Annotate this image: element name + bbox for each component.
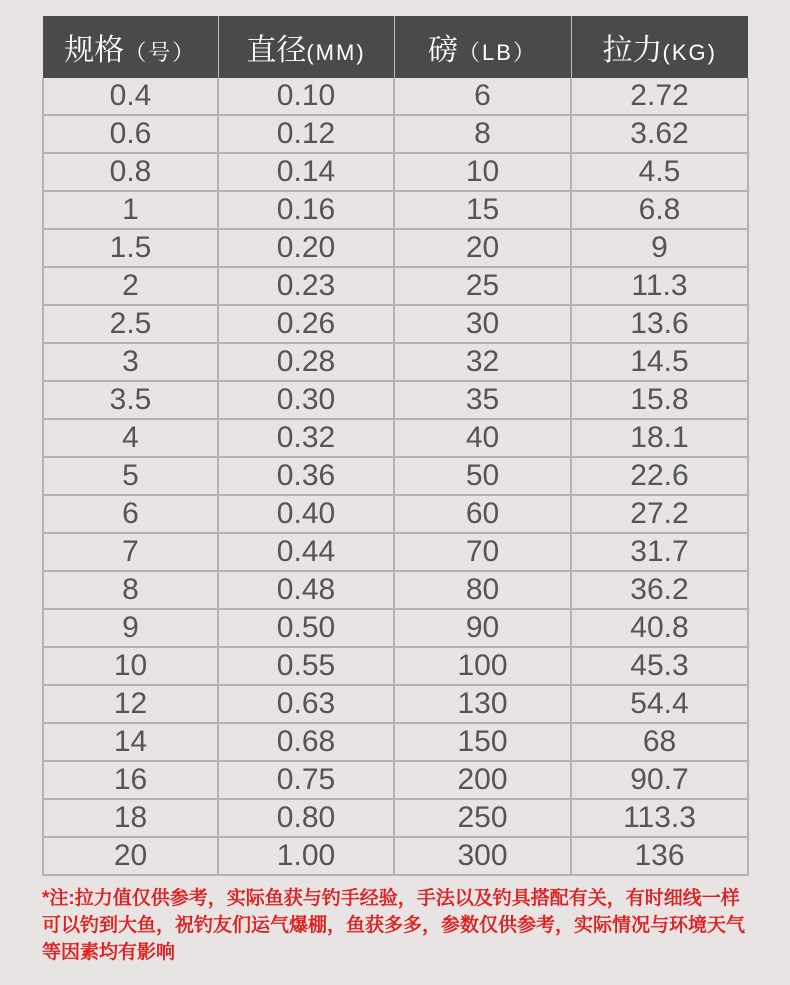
size-cell: 14 [43,723,218,761]
table-row [43,153,748,191]
table-row [43,799,748,837]
table-row [43,191,748,229]
size-cell: 16 [43,761,218,799]
table-row [43,115,748,153]
table-row [43,229,748,267]
size-cell: 2 [43,267,218,305]
pound-cell: 15 [394,191,571,229]
pound-cell: 80 [394,571,571,609]
header-diameter [218,16,394,78]
pound-cell: 32 [394,343,571,381]
pound-cell: 130 [394,685,571,723]
header-size [43,16,218,78]
tension-cell: 22.6 [571,457,748,495]
table-row [43,837,748,875]
diameter-cell: 0.80 [218,799,394,837]
table-row [43,267,748,305]
pound-cell: 100 [394,647,571,685]
tension-cell: 4.5 [571,153,748,191]
size-cell: 3 [43,343,218,381]
tension-cell: 14.5 [571,343,748,381]
diameter-cell: 0.68 [218,723,394,761]
tension-cell: 9 [571,229,748,267]
size-cell: 10 [43,647,218,685]
header-tension-unit: (KG) [662,40,717,65]
table-row [43,305,748,343]
table-row [43,457,748,495]
tension-cell: 13.6 [571,305,748,343]
size-cell: 20 [43,837,218,875]
spec-table [42,16,749,876]
diameter-cell: 0.48 [218,571,394,609]
table-row [43,78,748,115]
header-pound [394,16,571,78]
size-cell: 9 [43,609,218,647]
diameter-cell: 0.30 [218,381,394,419]
table-row [43,343,748,381]
header-diameter-unit: (MM) [306,40,366,65]
pound-cell: 150 [394,723,571,761]
size-cell: 3.5 [43,381,218,419]
table-header-row [43,16,748,78]
size-cell: 2.5 [43,305,218,343]
tension-cell: 54.4 [571,685,748,723]
size-cell: 0.4 [43,78,218,115]
table-row [43,761,748,799]
size-cell: 1 [43,191,218,229]
header-diameter-label: 直径 [246,34,307,67]
size-cell: 6 [43,495,218,533]
pound-cell: 20 [394,229,571,267]
diameter-cell: 0.36 [218,457,394,495]
spec-table-container [42,16,747,876]
header-pound-label: 磅 [428,34,459,67]
table-row [43,495,748,533]
table-row [43,419,748,457]
pound-cell: 250 [394,799,571,837]
table-row [43,609,748,647]
size-cell: 1.5 [43,229,218,267]
pound-cell: 50 [394,457,571,495]
header-size-label: 规格 [64,34,125,67]
tension-cell: 90.7 [571,761,748,799]
size-cell: 12 [43,685,218,723]
size-cell: 8 [43,571,218,609]
pound-cell: 60 [394,495,571,533]
tension-cell: 18.1 [571,419,748,457]
diameter-cell: 0.20 [218,229,394,267]
diameter-cell: 0.75 [218,761,394,799]
tension-cell: 40.8 [571,609,748,647]
table-row [43,381,748,419]
diameter-cell: 0.40 [218,495,394,533]
pound-cell: 25 [394,267,571,305]
tension-cell: 31.7 [571,533,748,571]
table-row [43,685,748,723]
tension-cell: 136 [571,837,748,875]
header-tension-label: 拉力 [602,34,663,67]
pound-cell: 200 [394,761,571,799]
pound-cell: 40 [394,419,571,457]
header-tension [571,16,748,78]
tension-cell: 68 [571,723,748,761]
diameter-cell: 0.32 [218,419,394,457]
diameter-cell: 0.14 [218,153,394,191]
diameter-cell: 0.28 [218,343,394,381]
table-row [43,647,748,685]
diameter-cell: 0.44 [218,533,394,571]
tension-cell: 11.3 [571,267,748,305]
tension-cell: 2.72 [571,78,748,115]
diameter-cell: 0.16 [218,191,394,229]
diameter-cell: 0.23 [218,267,394,305]
table-row [43,571,748,609]
size-cell: 5 [43,457,218,495]
disclaimer-note: *注:拉力值仅供参考，实际鱼获与钓手经验，手法以及钓具搭配有关，有时细线一样可以钓到大鱼，祝钓友们运气爆棚，鱼获多多，参数仅供参考，实际情况与环境天气等因素均有影响 [42,888,746,963]
pound-cell: 300 [394,837,571,875]
pound-cell: 90 [394,609,571,647]
tension-cell: 6.8 [571,191,748,229]
diameter-cell: 0.63 [218,685,394,723]
table-row [43,533,748,571]
pound-cell: 30 [394,305,571,343]
header-pound-unit: （LB） [458,40,537,65]
tension-cell: 113.3 [571,799,748,837]
tension-cell: 45.3 [571,647,748,685]
diameter-cell: 0.26 [218,305,394,343]
size-cell: 0.6 [43,115,218,153]
size-cell: 0.8 [43,153,218,191]
diameter-cell: 0.10 [218,78,394,115]
pound-cell: 6 [394,78,571,115]
tension-cell: 3.62 [571,115,748,153]
pound-cell: 70 [394,533,571,571]
pound-cell: 35 [394,381,571,419]
diameter-cell: 0.55 [218,647,394,685]
header-size-unit: （号） [124,40,197,65]
pound-cell: 10 [394,153,571,191]
tension-cell: 36.2 [571,571,748,609]
tension-cell: 15.8 [571,381,748,419]
table-row [43,723,748,761]
diameter-cell: 0.50 [218,609,394,647]
size-cell: 4 [43,419,218,457]
table-body [43,78,748,875]
size-cell: 18 [43,799,218,837]
tension-cell: 27.2 [571,495,748,533]
pound-cell: 8 [394,115,571,153]
diameter-cell: 1.00 [218,837,394,875]
size-cell: 7 [43,533,218,571]
diameter-cell: 0.12 [218,115,394,153]
